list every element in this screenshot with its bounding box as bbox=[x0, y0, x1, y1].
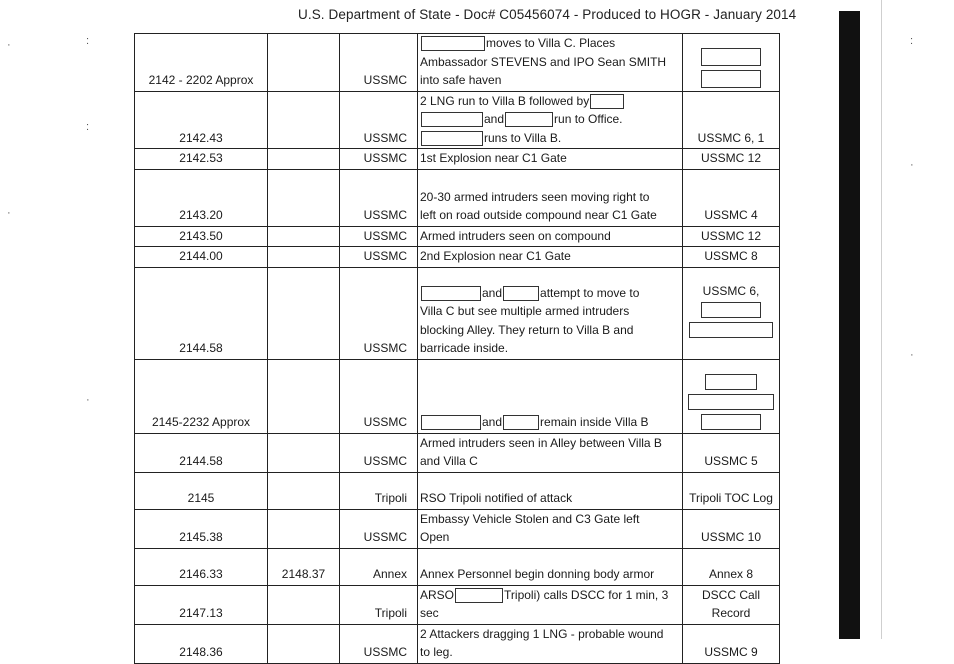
end-time-cell bbox=[268, 509, 340, 548]
end-time-cell bbox=[268, 226, 340, 247]
table-row bbox=[135, 472, 780, 509]
description-cell: 2 LNG run to Villa B followed by and run to Office. runs to Villa B. bbox=[418, 91, 683, 149]
description-cell: ARSO Tripoli) calls DSCC for 1 min, 3 sec bbox=[418, 585, 683, 624]
source-cell: USSMC bbox=[340, 624, 418, 663]
reference-cell: USSMC 12 bbox=[683, 226, 780, 247]
source-cell: USSMC bbox=[340, 247, 418, 268]
description-cell: 1st Explosion near C1 Gate bbox=[418, 149, 683, 170]
time-cell: 2148.36 bbox=[135, 624, 268, 663]
time-cell: 2144.58 bbox=[135, 267, 268, 359]
redaction-box bbox=[503, 286, 539, 301]
redaction-box bbox=[701, 302, 761, 318]
table-row bbox=[135, 226, 780, 247]
end-time-cell bbox=[268, 359, 340, 433]
table-row bbox=[135, 359, 780, 433]
time-cell: 2142 - 2202 Approx bbox=[135, 34, 268, 92]
end-time-cell bbox=[268, 624, 340, 663]
redaction-bar bbox=[839, 11, 860, 639]
redaction-box bbox=[421, 131, 483, 146]
reference-cell: USSMC 10 bbox=[683, 509, 780, 548]
description-cell: Armed intruders seen on compound bbox=[418, 226, 683, 247]
margin-mark: · bbox=[910, 349, 914, 361]
time-cell: 2145.38 bbox=[135, 509, 268, 548]
end-time-cell bbox=[268, 267, 340, 359]
source-cell: USSMC bbox=[340, 509, 418, 548]
reference-cell: USSMC 8 bbox=[683, 247, 780, 268]
table-row bbox=[135, 433, 780, 472]
description-cell: and remain inside Villa B bbox=[418, 359, 683, 433]
source-cell: Tripoli bbox=[340, 585, 418, 624]
margin-mark: : bbox=[86, 35, 90, 47]
description-cell: 2nd Explosion near C1 Gate bbox=[418, 247, 683, 268]
table-row bbox=[135, 624, 780, 663]
redaction-box bbox=[701, 48, 761, 66]
reference-cell: USSMC 6, bbox=[683, 267, 780, 359]
reference-cell: Annex 8 bbox=[683, 548, 780, 585]
redaction-box bbox=[421, 286, 481, 301]
redaction-box bbox=[503, 415, 539, 430]
table-row bbox=[135, 509, 780, 548]
source-cell: USSMC bbox=[340, 433, 418, 472]
reference-cell bbox=[683, 34, 780, 92]
reference-cell bbox=[683, 359, 780, 433]
redaction-box bbox=[421, 36, 485, 51]
end-time-cell bbox=[268, 585, 340, 624]
reference-cell: USSMC 5 bbox=[683, 433, 780, 472]
end-time-cell bbox=[268, 472, 340, 509]
time-cell: 2142.53 bbox=[135, 149, 268, 170]
margin-mark: · bbox=[7, 207, 11, 219]
time-cell: 2147.13 bbox=[135, 585, 268, 624]
source-cell: USSMC bbox=[340, 34, 418, 92]
time-cell: 2145 bbox=[135, 472, 268, 509]
reference-cell: USSMC 4 bbox=[683, 169, 780, 226]
end-time-cell bbox=[268, 247, 340, 268]
margin-mark: · bbox=[7, 39, 11, 51]
description-cell: and attempt to move to Villa C but see multiple armed intruders blocking Alley. They return to Villa B and barricade inside. bbox=[418, 267, 683, 359]
reference-cell: DSCC Call Record bbox=[683, 585, 780, 624]
description-cell: Annex Personnel begin donning body armor bbox=[418, 548, 683, 585]
table-row bbox=[135, 548, 780, 585]
reference-cell: USSMC 6, 1 bbox=[683, 91, 780, 149]
redaction-box bbox=[421, 112, 483, 127]
time-cell: 2142.43 bbox=[135, 91, 268, 149]
redaction-box bbox=[455, 588, 503, 603]
table-row bbox=[135, 247, 780, 268]
time-cell: 2144.58 bbox=[135, 433, 268, 472]
end-time-cell: 2148.37 bbox=[268, 548, 340, 585]
source-cell: USSMC bbox=[340, 149, 418, 170]
redaction-box bbox=[701, 414, 761, 430]
table-row bbox=[135, 585, 780, 624]
reference-cell: Tripoli TOC Log bbox=[683, 472, 780, 509]
redaction-box bbox=[421, 415, 481, 430]
source-cell: Annex bbox=[340, 548, 418, 585]
time-cell: 2144.00 bbox=[135, 247, 268, 268]
margin-mark: · bbox=[910, 159, 914, 171]
time-cell: 2146.33 bbox=[135, 548, 268, 585]
time-cell: 2143.50 bbox=[135, 226, 268, 247]
end-time-cell bbox=[268, 34, 340, 92]
time-cell: 2143.20 bbox=[135, 169, 268, 226]
end-time-cell bbox=[268, 433, 340, 472]
description-cell: 20-30 armed intruders seen moving right to left on road outside compound near C1 Gate bbox=[418, 169, 683, 226]
table-row bbox=[135, 169, 780, 226]
margin-mark: · bbox=[86, 394, 90, 406]
source-cell: USSMC bbox=[340, 226, 418, 247]
end-time-cell bbox=[268, 149, 340, 170]
end-time-cell bbox=[268, 169, 340, 226]
end-time-cell bbox=[268, 91, 340, 149]
source-cell: USSMC bbox=[340, 169, 418, 226]
redaction-box bbox=[689, 322, 773, 338]
page-edge-line bbox=[881, 0, 882, 639]
source-cell: USSMC bbox=[340, 91, 418, 149]
source-cell: USSMC bbox=[340, 267, 418, 359]
description-cell: RSO Tripoli notified of attack bbox=[418, 472, 683, 509]
redaction-box bbox=[688, 394, 774, 410]
source-cell: USSMC bbox=[340, 359, 418, 433]
reference-cell: USSMC 12 bbox=[683, 149, 780, 170]
margin-mark: : bbox=[910, 35, 914, 47]
incident-timeline-table bbox=[134, 33, 780, 664]
redaction-box bbox=[705, 374, 757, 390]
table-row bbox=[135, 267, 780, 359]
margin-mark: : bbox=[86, 121, 90, 133]
redaction-box bbox=[590, 94, 624, 109]
document-header: U.S. Department of State - Doc# C05456074 - Produced to HOGR - January 2014 bbox=[298, 7, 797, 22]
redaction-box bbox=[505, 112, 553, 127]
reference-cell: USSMC 9 bbox=[683, 624, 780, 663]
description-cell: Embassy Vehicle Stolen and C3 Gate left Open bbox=[418, 509, 683, 548]
table-row bbox=[135, 91, 780, 149]
description-cell: 2 Attackers dragging 1 LNG - probable wound to leg. bbox=[418, 624, 683, 663]
source-cell: Tripoli bbox=[340, 472, 418, 509]
redaction-box bbox=[701, 70, 761, 88]
table-row bbox=[135, 34, 780, 92]
description-cell: Armed intruders seen in Alley between Villa B and Villa C bbox=[418, 433, 683, 472]
description-cell: moves to Villa C. Places Ambassador STEVENS and IPO Sean SMITH into safe haven bbox=[418, 34, 683, 92]
time-cell: 2145-2232 Approx bbox=[135, 359, 268, 433]
table-row bbox=[135, 149, 780, 170]
